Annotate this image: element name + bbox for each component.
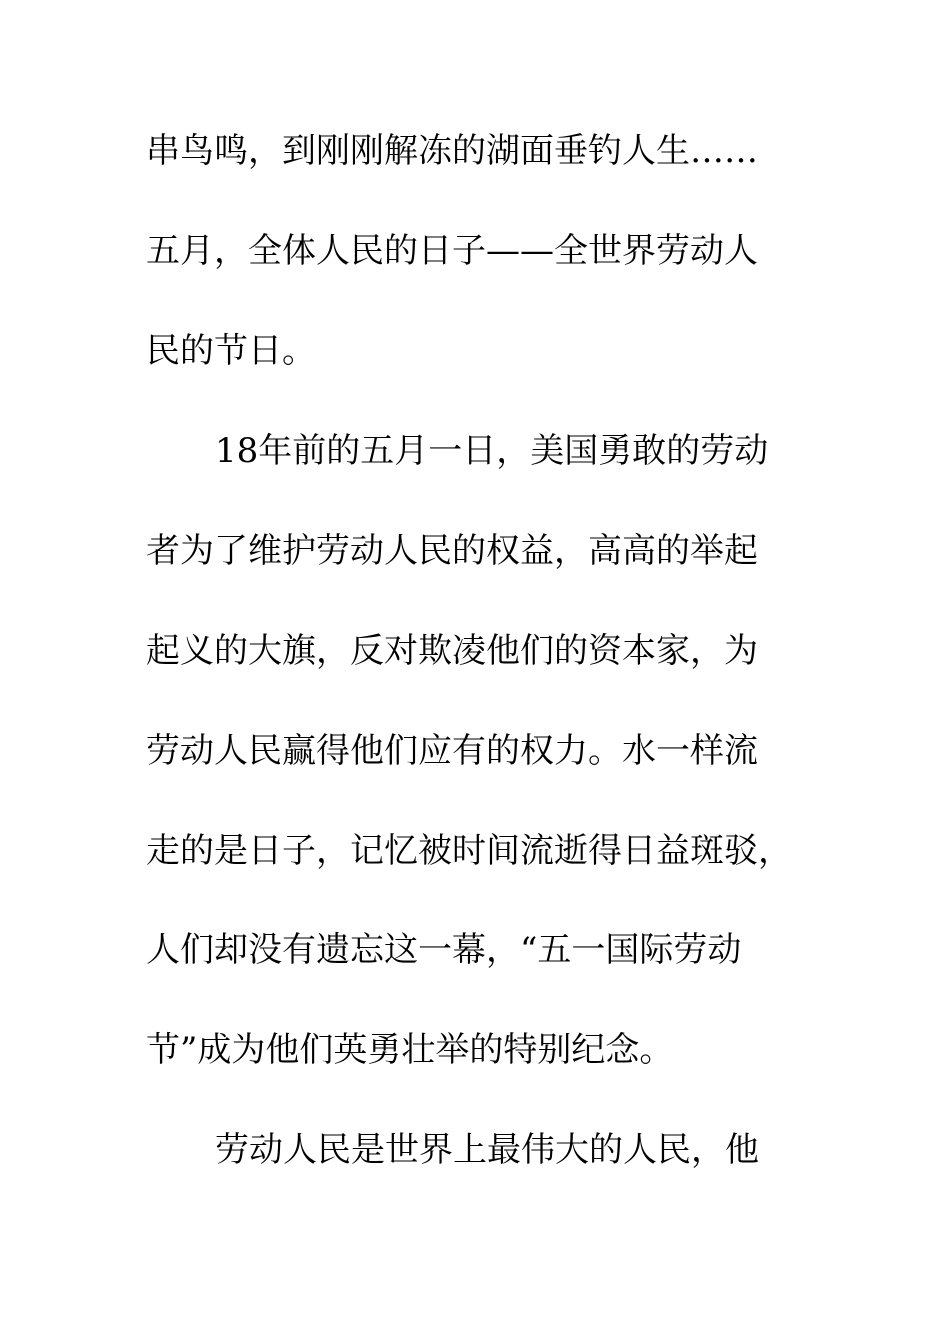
text-line-1: 串鸟鸣，到刚刚解冻的湖面垂钓人生…… [146,131,758,171]
text-line-10: 节”成为他们英勇壮举的特别纪念。 [146,1030,674,1070]
text-line-2: 五月，全体人民的日子——全世界劳动人 [146,231,758,271]
text-line-6: 起义的大旗，反对欺凌他们的资本家，为 [146,631,758,671]
text-line-8: 走的是日子，记忆被时间流逝得日益斑驳， [146,831,792,871]
text-line-11: 劳动人民是世界上最伟大的人民，他 [215,1130,759,1170]
text-line-9: 人们却没有遗忘这一幕，“五一国际劳动 [146,930,742,970]
text-line-5: 者为了维护劳动人民的权益，高高的举起 [146,531,758,571]
text-line-4: 18年前的五月一日，美国勇敢的劳动 [215,431,769,471]
text-line-3: 民的节日。 [146,331,316,371]
text-line-7: 劳动人民赢得他们应有的权力。水一样流 [146,731,758,771]
